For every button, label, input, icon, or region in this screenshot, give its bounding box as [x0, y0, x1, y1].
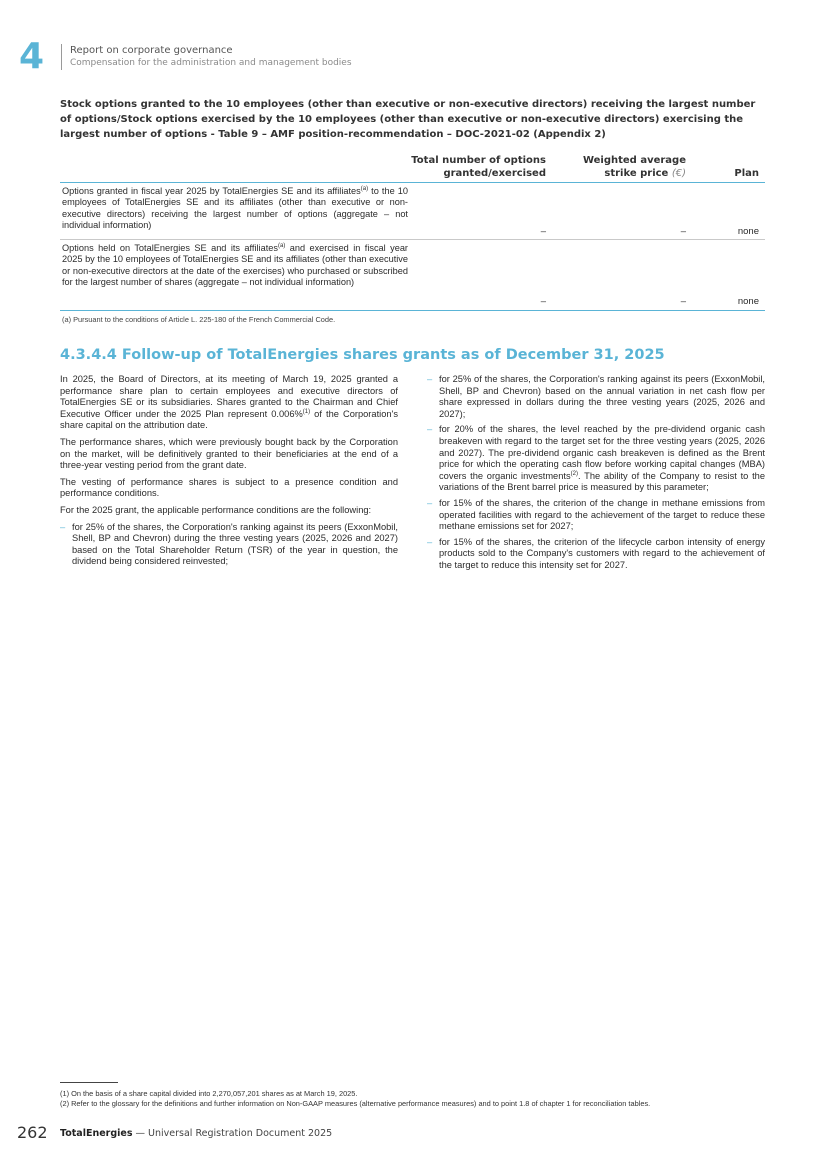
column-header-strike-price: Weighted average strike price (€) [582, 155, 686, 179]
footnote-rule [60, 1082, 118, 1083]
footer-brand: TotalEnergies [60, 1128, 133, 1139]
dash-bullet: – [427, 374, 433, 384]
list-item: – for 25% of the shares, the Corporation's ranking against its peers (ExxonMobil, Shell, BP and Chevron) during the three vesting years (2025, 2026 and 2027) based on the Total Shareholder Return (TSR) of the year in question, the dividend being considered reinvested; [60, 521, 398, 567]
table-row-1-plan: none [737, 226, 759, 237]
right-column [427, 374, 765, 576]
table-header-rule [60, 182, 765, 183]
paragraph: In 2025, the Board of Directors, at its meeting of March 19, 2025 granted a performance share plan to certain employees and executive directors of TotalEnergies SE or its subsidiaries. Shares granted to the Chairman and Chief Executive Officer under the 2025 Plan represent 0.006%$^{(1)}$ of the Corporation's share capital on the attribution date. [60, 374, 398, 431]
table-row-2-label: Options held on TotalEnergies SE and its affiliates$^{(a)}$ and exercised in fiscal year 2025 by the 10 employees of TotalEnergies SE and its affiliates (other than executive or non-executive directors at the date of the exercises) who purchased or subscribed for the largest number of shares (aggregate – not individual information) [62, 242, 408, 288]
page-number: 262 [17, 1123, 48, 1142]
left-column [60, 374, 398, 572]
table-row-1-label: Options granted in fiscal year 2025 by TotalEnergies SE and its affiliates$^{(a)}$ to the 10 employees of TotalEnergies SE and its affiliates (other than executive or non-executive directors) receiving the largest number of options (aggregate – not individual information) [62, 185, 409, 231]
dash-bullet: – [60, 521, 66, 532]
table-row-2-price: – [680, 296, 686, 307]
dash-bullet: – [427, 536, 433, 547]
column-header-total: Total number of options granted/exercised [411, 155, 546, 179]
column-header-plan: Plan [734, 168, 759, 179]
section-title: 4.3.4.4 Follow-up of TotalEnergies shares grants as of December 31, 2025 [60, 347, 665, 363]
dash-bullet: – [427, 497, 433, 508]
list-item: – for 15% of the shares, the criterion of the lifecycle carbon intensity of energy products sold to the Company's customers with regard to the achievement of the target to reduce this intensity set for 2027. [427, 536, 765, 570]
header-title: Report on corporate governance [70, 45, 233, 56]
paragraph: For the 2025 grant, the applicable performance conditions are the following: [60, 504, 372, 515]
footnote-1: (1) On the basis of a share capital divided into 2,270,057,201 shares as at March 19, 2025. [60, 1089, 358, 1098]
chapter-number: 4 [19, 36, 45, 77]
list-item: – for 20% of the shares, the level reached by the pre-dividend organic cash breakeven with regard to the target set for the three vesting years (2025, 2026 and 2027). The pre-dividend organic cash breakeven is defined as the Brent price for which the operating cash flow before working capital changes (MBA) covers the organic investments$^{(2)}$. The ability of the Company to resist to the variations of the Brent barrel price is measured by this parameter; [427, 424, 765, 493]
table-bottom-rule [60, 310, 765, 311]
table-row-2-total: – [540, 296, 546, 307]
paragraph: The vesting of performance shares is subject to a presence condition and performance conditions. [60, 476, 398, 499]
footnote-2: (2) Refer to the glossary for the definitions and further information on Non-GAAP measures (alternative performance measures) and to point 1.8 of chapter 1 for reconciliation tables. [60, 1099, 651, 1108]
header-subtitle: Compensation for the administration and management bodies [70, 58, 352, 68]
table-row-1-price: – [680, 226, 686, 237]
table-row-2-plan: none [737, 296, 759, 307]
list-item: – for 25% of the shares, the Corporation's ranking against its peers (ExxonMobil, Shell, BP and Chevron) based on the annual variation in net cash flow per share expressed in dollars during the three vesting years (2025, 2026 and 2027); [427, 374, 765, 419]
paragraph: The performance shares, which were previously bought back by the Corporation on the market, will be definitively granted to their beneficiaries at the end of a three-year vesting period from the grant date. [60, 436, 398, 471]
table-row-1-total: – [540, 226, 546, 237]
footer-document-title: TotalEnergies — Universal Registration Document 2025 [60, 1128, 333, 1139]
table-row-divider [60, 239, 765, 240]
table-title: Stock options granted to the 10 employees (other than executive or non-executive directors) receiving the largest number of options/Stock options exercised by the 10 employees (other than executive or non-executive directors) exercising the largest number of options - Table 9 – AMF position-recommendation – DOC-2021-02 (Appendix 2) [60, 99, 756, 140]
dash-bullet: – [427, 424, 433, 435]
header-divider [61, 44, 62, 70]
table-footnote: (a) Pursuant to the conditions of Article L. 225-180 of the French Commercial Code. [62, 315, 336, 324]
price-unit: (€) [671, 168, 686, 179]
list-item: – for 15% of the shares, the criterion of the change in methane emissions from operated facilities with regard to the achievement of the target to reduce these methane emissions set for 2027; [427, 497, 765, 532]
